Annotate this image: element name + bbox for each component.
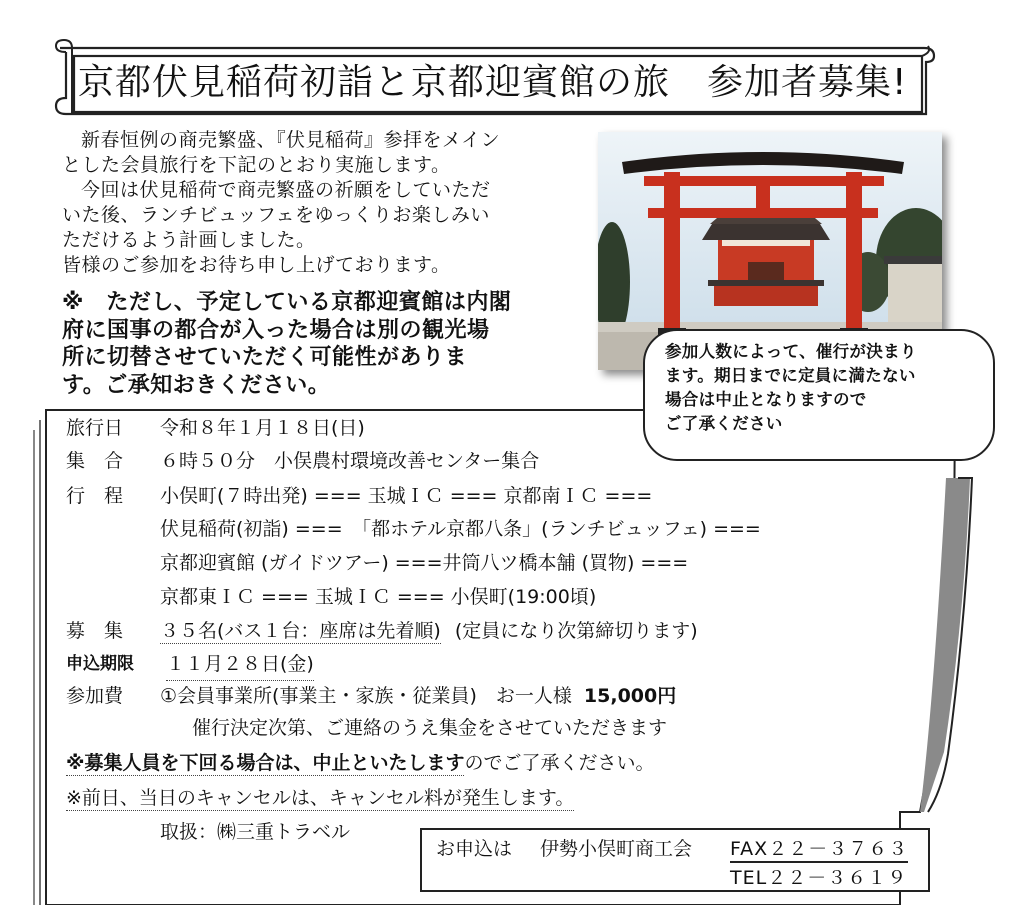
fee-value-wrap: [160, 681, 676, 711]
contact-fax: FAX２２－３７６３: [730, 834, 908, 863]
notice-line: 所に切替させていただく可能性がありま: [62, 345, 468, 370]
notice-line: す。ご承知おきください。: [62, 372, 331, 398]
cancel-notice-bold: ※募集人員を下回る場合は、中止といたします: [66, 752, 465, 774]
recruit-value-wrap: [160, 616, 698, 646]
intro-line: ただけるよう計画しました。: [62, 229, 316, 251]
fee-note: 催行決定次第、ご連絡のうえ集金をさせていただきます: [192, 717, 668, 739]
cancel-fee-text: ※前日、当日のキャンセルは、キャンセル料が発生します。: [66, 787, 575, 809]
fee-amount: 15,000: [583, 685, 658, 707]
contact-tel: TEL２２－３６１９: [730, 863, 907, 892]
meeting-value: ６時５０分 小俣農村環境改善センター集合: [160, 450, 540, 472]
itinerary-label: 行 程: [66, 485, 124, 507]
itinerary-line: 京都迎賓館 (ガイドツアー) ===井筒八ツ橋本舗 (買物) ===: [160, 552, 689, 574]
bubble-line: ご了承ください: [665, 414, 783, 433]
recruit-value: ３５名(バス１台：座席は先着順): [160, 620, 441, 642]
deadline-label: 申込期限: [66, 654, 134, 674]
bubble-line: 参加人数によって、催行が決まり: [665, 342, 917, 361]
handler-text: 取扱：㈱三重トラベル: [160, 821, 351, 843]
page-title: 京都伏見稲荷初詣と京都迎賓館の旅 参加者募集!: [78, 62, 908, 103]
date-label: 旅行日: [66, 417, 124, 439]
fee-value: ①会員事業所(事業主・家族・従業員) お一人様: [160, 685, 572, 707]
contact-box: [420, 828, 930, 892]
date-value: 令和８年１月１８日(日): [160, 417, 365, 439]
intro-line: 新春恒例の商売繁盛、『伏見稲荷』参拝をメイン: [81, 129, 501, 151]
notice-line: 府に国事の都合が入った場合は別の観光場: [62, 317, 490, 343]
contact-org: 伊勢小俣町商工会: [540, 838, 693, 860]
cancel-notice-rest: のでご了承ください。: [464, 752, 655, 774]
fee-label: 参加費: [66, 685, 124, 707]
cancel-notice-row: [66, 748, 655, 778]
itinerary-line: 京都東ＩＣ === 玉城ＩＣ === 小俣町(19:00頃): [160, 586, 597, 608]
intro-line: いた後、ランチビュッフェをゆっくりお楽しみい: [62, 204, 490, 226]
intro-line: とした会員旅行を下記のとおり実施します。: [62, 154, 451, 176]
notice-line: ※ ただし、予定している京都迎賓館は内閣: [62, 290, 512, 315]
deadline-value: １１月２８日(金): [166, 649, 314, 681]
intro-line: 今回は伏見稲荷で商売繁盛の祈願をしていただ: [81, 179, 491, 201]
recruit-note: (定員になり次第締切ります): [454, 620, 698, 642]
bubble-line: 場合は中止となりますので: [665, 390, 867, 409]
speech-bubble: [643, 329, 995, 461]
meeting-label: 集 合: [66, 450, 124, 472]
recruit-label: 募 集: [66, 620, 124, 642]
cancel-fee-row: [66, 783, 574, 813]
itinerary-line: 小俣町(７時出発) === 玉城ＩＣ === 京都南ＩＣ ===: [160, 485, 653, 507]
itinerary-line: 伏見稲荷(初詣) === 「都ホテル京都八条」(ランチビュッフェ) ===: [160, 518, 761, 540]
fee-unit: 円: [657, 685, 677, 707]
intro-line: 皆様のご参加をお待ち申し上げております。: [62, 254, 451, 276]
bubble-line: ます。期日までに定員に満たない: [665, 366, 916, 385]
contact-label: お申込は: [436, 838, 513, 860]
